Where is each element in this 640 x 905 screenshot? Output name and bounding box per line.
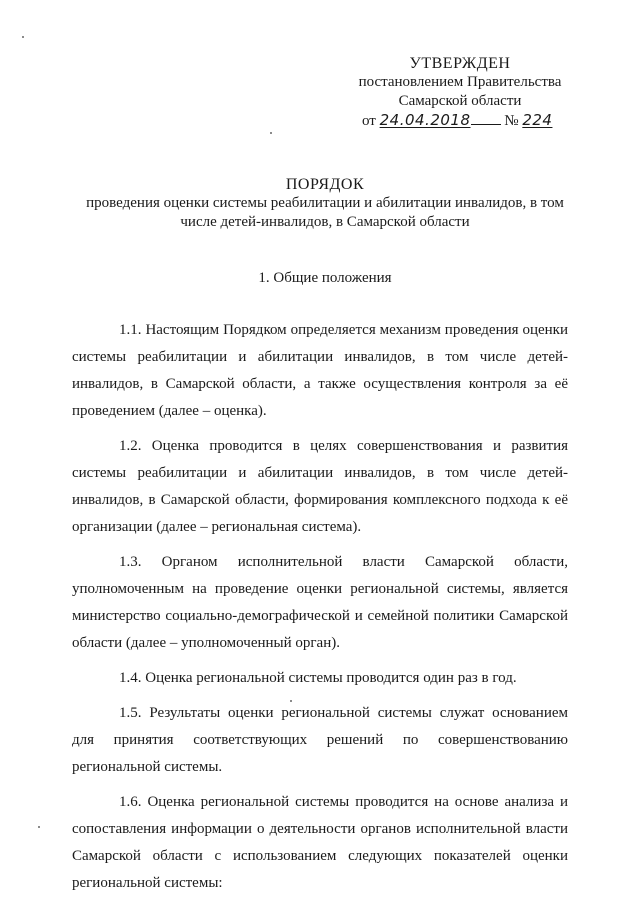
paragraph-1-5: 1.5. Результаты оценки региональной системы служат основанием для принятия соответствующих решений по совершенствованию региональной системы. bbox=[72, 705, 568, 775]
scan-speck bbox=[22, 36, 24, 38]
number-sign: № bbox=[504, 113, 519, 129]
approval-date-line bbox=[330, 111, 590, 131]
document-title: ПОРЯДОК bbox=[285, 176, 365, 193]
paragraph-1-4: 1.4. Оценка региональной системы проводится один раз в год. bbox=[119, 670, 517, 686]
approval-stamp bbox=[330, 54, 590, 131]
handwritten-number: 224 bbox=[522, 111, 553, 129]
scan-speck bbox=[290, 700, 292, 702]
scan-speck bbox=[270, 132, 272, 134]
approval-line-2: Самарской области bbox=[398, 93, 522, 109]
document-title-block bbox=[60, 175, 590, 232]
document-subtitle-line-1: проведения оценки системы реабилитации и абилитации инвалидов, в том bbox=[86, 195, 564, 211]
section-heading: 1. Общие положения bbox=[258, 270, 392, 286]
document-subtitle-line-2: числе детей-инвалидов, в Самарской области bbox=[180, 214, 470, 230]
paragraph-1-1: 1.1. Настоящим Порядком определяется механизм проведения оценки системы реабилитации и абилитации инвалидов, в том числе детей-инвалидов, в Самарской области, а также осуществления контроля за её проведением (далее – оценка). bbox=[72, 322, 568, 419]
document-body bbox=[72, 317, 568, 905]
paragraph-1-3: 1.3. Органом исполнительной власти Самарской области, уполномоченным на проведение оценки региональной системы, является министерство социально-демографической и семейной политики Самарской области (далее – уполномоченный орган). bbox=[72, 554, 568, 651]
approval-title: УТВЕРЖДЕН bbox=[409, 55, 511, 72]
paragraph-1-6: 1.6. Оценка региональной системы проводится на основе анализа и сопоставления информации о деятельности органов исполнительной власти Самарской области с использованием следующих показателей оценки региональной системы: bbox=[72, 794, 568, 891]
scan-speck bbox=[38, 826, 40, 828]
approval-line-1: постановлением Правительства bbox=[358, 74, 562, 90]
date-prefix: от bbox=[362, 113, 376, 129]
paragraph-1-2: 1.2. Оценка проводится в целях совершенствования и развития системы реабилитации и абилитации инвалидов, в том числе детей-инвалидов, в Самарской области, формирования комплексного подхода к её организации (далее – региональная система). bbox=[72, 438, 568, 535]
handwritten-date: 24.04.2018 bbox=[379, 111, 471, 129]
date-underline bbox=[471, 123, 501, 125]
